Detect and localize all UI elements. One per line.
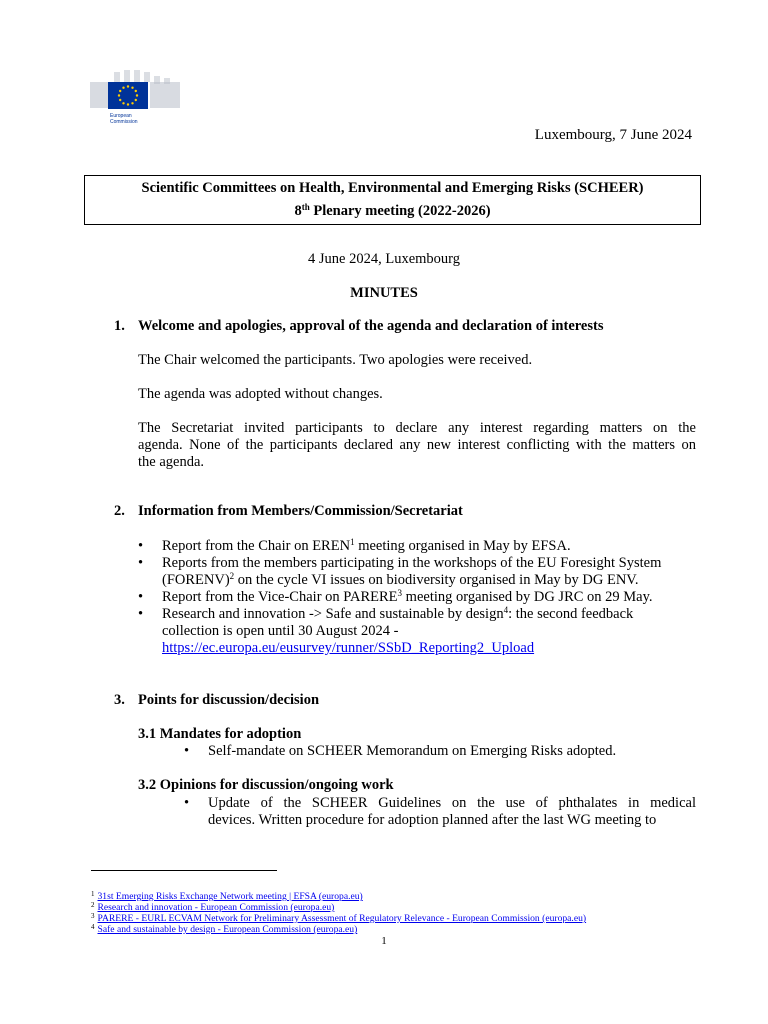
subsection-3-1-heading: 3.1 Mandates for adoption [138,726,302,742]
footnote-1-link[interactable]: 31st Emerging Risks Exchange Network meeting | EFSA (europa.eu) [97,891,363,902]
eu-star-icon [135,90,137,92]
list-item: • Research and innovation -> Safe and sustainable by design$^4$: the second feedback collection is open until 30 August 2024 - https://ec.europa.eu/eusurvey/runner/SSbD_Reporting2_Upload [138,606,698,657]
meeting-date-place: 4 June 2024, Luxembourg [308,251,460,267]
section-2-bullet-list [138,538,698,657]
minutes-heading: MINUTES [350,285,418,301]
svg-text:Commission: Commission [110,119,138,125]
eu-star-icon [127,85,129,87]
list-item: • Report from the Vice-Chair on PARERE$^3$ meeting organised by DG JRC on 29 May. [138,589,698,606]
eu-star-icon [122,87,124,89]
footnote-3-link[interactable]: PARERE - EURL ECVAM Network for Preliminary Assessment of Regulatory Relevance - European Commission (europa.eu) [97,913,587,924]
title-box [84,175,701,225]
section-1-paragraph-1: The Chair welcomed the participants. Two apologies were received. [138,352,533,368]
footnote-2-link[interactable]: Research and innovation - European Commission (europa.eu) [97,902,335,913]
eu-star-icon [131,87,133,89]
footnote-2: $^2$ Research and innovation - European Commission (europa.eu) [91,901,335,913]
list-item: • Reports from the members participating in the workshops of the EU Foresight System (FORENV)$^2$ on the cycle VI issues on biodiversity organised in May by DG ENV. [138,555,698,589]
section-1-paragraph-2: The agenda was adopted without changes. [138,386,383,402]
eu-star-icon [119,99,121,101]
section-1-paragraph-3: The Secretariat invited participants to declare any interest regarding matters on the agenda. None of the participants declared any new interest conflicting with the matters on the agenda. [138,420,696,470]
committee-title: Scientific Committees on Health, Environmental and Emerging Risks (SCHEER) [141,180,644,196]
subsection-3-2-heading: 3.2 Opinions for discussion/ongoing work [138,777,394,793]
list-item: • Report from the Chair on EREN$^1$ meeting organised in May by EFSA. [138,538,698,555]
eu-star-icon [135,99,137,101]
footnote-3: $^3$ PARERE - EURL ECVAM Network for Preliminary Assessment of Regulatory Relevance - European Commission (europa.eu) [91,912,587,924]
list-item: • Update of the SCHEER Guidelines on the use of phthalates in medical devices. Written procedure for adoption planned after the last WG meeting to [184,795,696,829]
section-2-heading: 2. Information from Members/Commission/Secretariat [114,503,463,519]
footnote-divider [91,870,277,871]
ec-logo-graphic [90,68,182,126]
document-date: Luxembourg, 7 June 2024 [534,127,692,143]
footnote-4-link[interactable]: Safe and sustainable by design - European Commission (europa.eu) [97,924,358,935]
svg-text:European: European [110,113,132,119]
plenary-title: 8th Plenary meeting (2022-2026) [294,202,491,219]
section-1-heading: 1. Welcome and apologies, approval of the agenda and declaration of interests [114,318,604,334]
subsection-3-1-list [184,743,698,760]
eu-star-icon [131,102,133,104]
subsection-3-2-list [184,795,696,829]
page-number: 1 [381,935,387,947]
eu-star-icon [118,94,120,96]
ssbd-survey-link[interactable]: https://ec.europa.eu/eusurvey/runner/SSbD_Reporting2_Upload [162,640,535,656]
footnote-1: $^1$ 31st Emerging Risks Exchange Network meeting | EFSA (europa.eu) [91,890,363,902]
section-3-heading: 3. Points for discussion/decision [114,692,320,708]
eu-star-icon [122,102,124,104]
footnote-4: $^4$ Safe and sustainable by design - European Commission (europa.eu) [91,923,358,935]
list-item: • Self-mandate on SCHEER Memorandum on Emerging Risks adopted. [184,743,698,760]
eu-star-icon [136,94,138,96]
eu-star-icon [119,90,121,92]
eu-star-icon [127,103,129,105]
european-commission-logo [90,68,182,126]
